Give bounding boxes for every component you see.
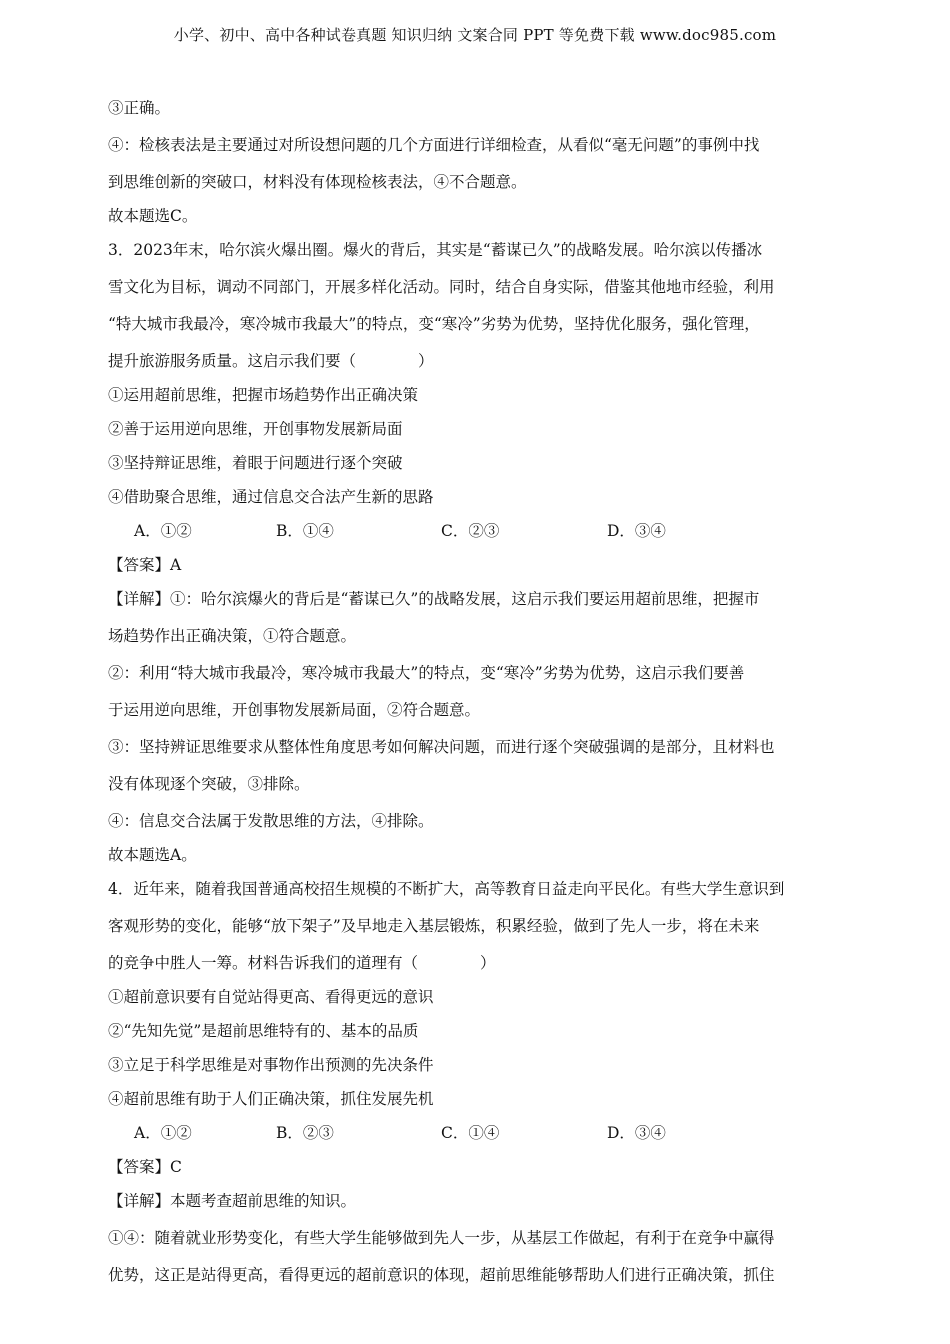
q3-stem-line: 3．2023年末，哈尔滨火爆出圈。爆火的背后，其实是“蓄谋已久”的战略发展。哈尔滨以传播冰 bbox=[108, 241, 763, 259]
q2-tail-line-3: 到思维创新的突破口，材料没有体现检核表法，④不合题意。 bbox=[108, 173, 527, 191]
q3-explanation-line: 于运用逆向思维，开创事物发展新局面，②符合题意。 bbox=[108, 701, 481, 719]
q4-item: ③立足于科学思维是对事物作出预测的先决条件 bbox=[108, 1056, 434, 1074]
q3-explanation-line: ③：坚持辨证思维要求从整体性角度思考如何解决问题，而进行逐个突破强调的是部分，且材料也 bbox=[108, 738, 775, 756]
q4-option-b: B．②③ bbox=[276, 1124, 334, 1142]
q3-options bbox=[108, 523, 838, 540]
q2-tail-line-1: ③正确。 bbox=[108, 99, 171, 117]
q3-explanation-line: ④：信息交合法属于发散思维的方法，④排除。 bbox=[108, 812, 434, 830]
q3-item: ③坚持辩证思维，着眼于问题进行逐个突破 bbox=[108, 454, 403, 472]
q2-tail-line-2: ④：检核表法是主要通过对所设想问题的几个方面进行详细检查，从看似“毫无问题”的事例中找 bbox=[108, 136, 760, 154]
q4-options bbox=[108, 1125, 838, 1142]
q3-explanation-line: 【详解】①：哈尔滨爆火的背后是“蓄谋已久”的战略发展，这启示我们要运用超前思维，把握市 bbox=[108, 590, 760, 608]
q3-stem-line: 雪文化为目标，调动不同部门，开展多样化活动。同时，结合自身实际，借鉴其他地市经验，利用 bbox=[108, 278, 775, 296]
q3-stem-line: “特大城市我最冷，寒冷城市我最大”的特点，变“寒冷”劣势为优势，坚持优化服务，强化管理， bbox=[108, 315, 760, 333]
q3-stem-line: 提升旅游服务质量。这启示我们要（ ） bbox=[108, 352, 434, 370]
q4-stem-line: 客观形势的变化，能够“放下架子”及早地走入基层锻炼，积累经验，做到了先人一步，将在未来 bbox=[108, 917, 760, 935]
q4-stem-line: 的竞争中胜人一筹。材料告诉我们的道理有（ ） bbox=[108, 954, 496, 972]
q3-item: ①运用超前思维，把握市场趋势作出正确决策 bbox=[108, 386, 419, 404]
q4-item: ②“先知先觉”是超前思维特有的、基本的品质 bbox=[108, 1022, 419, 1040]
q3-option-c: C．②③ bbox=[441, 522, 500, 540]
q3-option-b: B．①④ bbox=[276, 522, 334, 540]
document-body bbox=[108, 100, 838, 1284]
q3-item: ②善于运用逆向思维，开创事物发展新局面 bbox=[108, 420, 403, 438]
q3-explanation-line: 没有体现逐个突破，③排除。 bbox=[108, 775, 310, 793]
q3-option-d: D．③④ bbox=[607, 522, 666, 540]
q3-explanation-line: 故本题选A。 bbox=[108, 846, 197, 864]
q3-item: ④借助聚合思维，通过信息交合法产生新的思路 bbox=[108, 488, 434, 506]
q4-explanation-line: 【详解】本题考查超前思维的知识。 bbox=[108, 1192, 357, 1210]
page-header: 小学、初中、高中各种试卷真题 知识归纳 文案合同 PPT 等免费下载 www.doc985.com bbox=[173, 26, 777, 44]
q3-explanation-line: 场趋势作出正确决策，①符合题意。 bbox=[108, 627, 357, 645]
q4-option-a: A．①② bbox=[134, 1124, 192, 1142]
q4-item: ①超前意识要有自觉站得更高、看得更远的意识 bbox=[108, 988, 434, 1006]
q4-explanation-line: ①④：随着就业形势变化，有些大学生能够做到先人一步，从基层工作做起，有利于在竞争中赢得 bbox=[108, 1229, 775, 1247]
q4-stem-line: 4．近年来，随着我国普通高校招生规模的不断扩大，高等教育日益走向平民化。有些大学生意识到 bbox=[108, 880, 785, 898]
q4-item: ④超前思维有助于人们正确决策，抓住发展先机 bbox=[108, 1090, 434, 1108]
q3-option-a: A．①② bbox=[134, 522, 192, 540]
q3-answer: 【答案】A bbox=[108, 556, 182, 574]
q4-option-c: C．①④ bbox=[441, 1124, 500, 1142]
q4-answer: 【答案】C bbox=[108, 1158, 182, 1176]
q4-explanation-line: 优势，这正是站得更高，看得更远的超前意识的体现，超前思维能够帮助人们进行正确决策，抓住 bbox=[108, 1266, 775, 1284]
q4-option-d: D．③④ bbox=[607, 1124, 666, 1142]
q3-explanation-line: ②：利用“特大城市我最冷，寒冷城市我最大”的特点，变“寒冷”劣势为优势，这启示我们要善 bbox=[108, 664, 745, 682]
q2-tail-line-4: 故本题选C。 bbox=[108, 207, 198, 225]
